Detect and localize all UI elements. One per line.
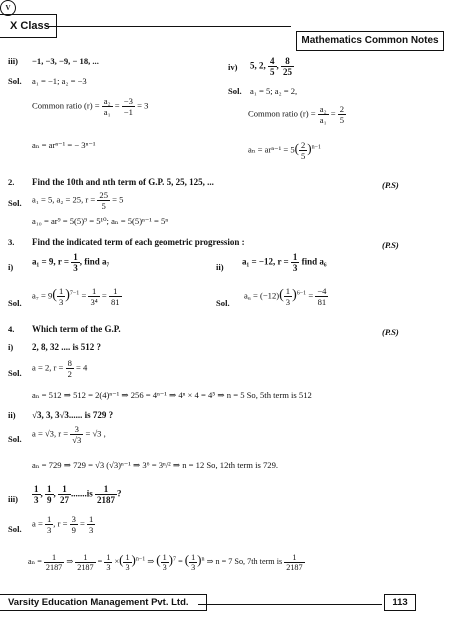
sol-label: Sol. — [8, 524, 22, 534]
q3-iii-seq: −1, −3, −9, − 18, ... — [32, 56, 99, 66]
sol-label: Sol. — [216, 298, 230, 308]
q4-ii-line: aₙ = 729 ⇒ 729 = √3 (√3)ⁿ⁻¹ ⇒ 3⁶ = 3ⁿ/² ⇒ n = 12 So, 12th term is 729. — [32, 460, 279, 470]
q3-i-solution: a₇ = 9( $\frac{1}{3}$ )$^{7-1}$ = $\frac{1}{\text{3⁴}}$ = $\frac{1}{81}$ — [32, 286, 120, 307]
footer-rule — [198, 604, 382, 605]
nth-term: aₙ = arⁿ⁻¹ = 5( $\frac{2}{5}$ )$^{n-1}$ — [248, 140, 321, 161]
q2-text: Find the 10th and nth term of G.P. 5, 25, 125, ... — [32, 177, 214, 187]
fraction: $\frac{\text{a₂}}{\text{a₁}}$ — [103, 96, 111, 117]
header-rule — [46, 26, 291, 27]
q2-num: 2. — [8, 177, 15, 187]
sol-given: a₁ = 5; a₂ = 2, — [250, 86, 298, 96]
ps-tag: (P.S) — [382, 327, 399, 337]
class-label: X Class — [0, 14, 57, 38]
q4-i-given: a = 2, r = $\frac{8}{2}$ = 4 — [32, 358, 88, 379]
sol-label: Sol. — [8, 76, 22, 86]
ratio-line: Common ratio (r) = $\frac{\text{a₂}}{\text{a₁}}$ = $\frac{2}{5}$ — [248, 104, 345, 125]
page-number: 113 — [384, 594, 416, 611]
q4-text: Which term of the G.P. — [32, 324, 121, 334]
nth-term: aₙ = arⁿ⁻¹ = − 3ⁿ⁻¹ — [32, 140, 96, 150]
q4-i-num: i) — [8, 342, 14, 352]
q4-iii-num: iii) — [8, 494, 19, 504]
sol-given: a₁ = −1; a₂ = −3 — [32, 76, 87, 86]
subject-label: Mathematics Common Notes — [296, 31, 444, 51]
q3-ii-num: ii) — [216, 262, 224, 272]
q3-i-num: i) — [8, 262, 14, 272]
q3-iii-num: iii) — [8, 56, 19, 66]
q3-text: Find the indicated term of each geometric progression : — [32, 237, 245, 247]
q3-num: 3. — [8, 237, 15, 247]
q4-ii-num: ii) — [8, 410, 16, 420]
q3-ii-text: a₁ = −12, r = $\frac{1}{3}$ find a₆ — [242, 252, 327, 273]
q3-ii-solution: a₆ = (−12)( $\frac{1}{3}$ )$^{6-1}$ = $\frac{-4}{81}$ — [244, 286, 327, 307]
q4-iii-line: aₙ = $\frac{1}{2187}$ ⇒ $\frac{1}{2187}$ = $\frac{1}{3}$ ×( $\frac{1}{3}$ )$^{n-1}$ ⇒ ( $\frac{1}{3}$ )$^7$ = ( $\frac{1}{3}$ )$^n$ ⇒ n = 7 So, 7th term is $\frac{1}{2187}$ — [28, 552, 303, 572]
q4-iii-given: a = $\frac{1}{3}$ , r = $\frac{3}{9}$ = $\frac{1}{3}$ — [32, 514, 94, 535]
sol-label: Sol. — [8, 368, 22, 378]
q3-iv-seq: 5, 2, $\frac{4}{5}$ , $\frac{8}{25}$ — [250, 56, 292, 77]
sol-label: Sol. — [228, 86, 242, 96]
ps-tag: (P.S) — [382, 240, 399, 250]
q3-iv-num: iv) — [228, 62, 238, 72]
ratio-line: Common ratio (r) = $\frac{\text{a₂}}{\text{a₁}}$ = $\frac{-3}{-1}$ = 3 — [32, 96, 149, 117]
q4-num: 4. — [8, 324, 15, 334]
q3-i-text: a₁ = 9, r = $\frac{1}{3}$ , find a₇ — [32, 252, 110, 273]
fraction: $\frac{-3}{-1}$ — [123, 96, 133, 117]
q4-ii-given: a = √3, r = $\frac{3}{√3}$ = √3 , — [32, 424, 106, 445]
q2-line2: a₁₀ = ar⁹ = 5(5)⁹ = 5¹⁰; aₙ = 5(5)ⁿ⁻¹ = 5ⁿ — [32, 216, 169, 226]
q4-ii-text: √3, 3, 3√3...... is 729 ? — [32, 410, 114, 420]
sol-label: Sol. — [8, 434, 22, 444]
publisher-footer: Varsity Education Management Pvt. Ltd. — [0, 594, 207, 611]
sol-label: Sol. — [8, 298, 22, 308]
q4-i-text: 2, 8, 32 .... is 512 ? — [32, 342, 102, 352]
q4-iii-text: $\frac{1}{3}$ , $\frac{1}{9}$ , $\frac{1}{27}$ .......is $\frac{1}{2187}$ ? — [34, 484, 122, 505]
publisher-logo: V — [0, 0, 16, 16]
ps-tag: (P.S) — [382, 180, 399, 190]
q4-i-line: aₙ = 512 ⇒ 512 = 2(4)ⁿ⁻¹ ⇒ 256 = 4ⁿ⁻¹ ⇒ 4ⁿ × 4 = 4⁵ ⇒ n = 5 So, 5th term is 512 — [32, 390, 312, 400]
ratio-label: Common ratio (r) = — [32, 100, 100, 111]
q2-given: a₁ = 5, a₂ = 25, r = $\frac{25}{5}$ = 5 — [32, 190, 124, 211]
sol-label: Sol. — [8, 198, 22, 208]
